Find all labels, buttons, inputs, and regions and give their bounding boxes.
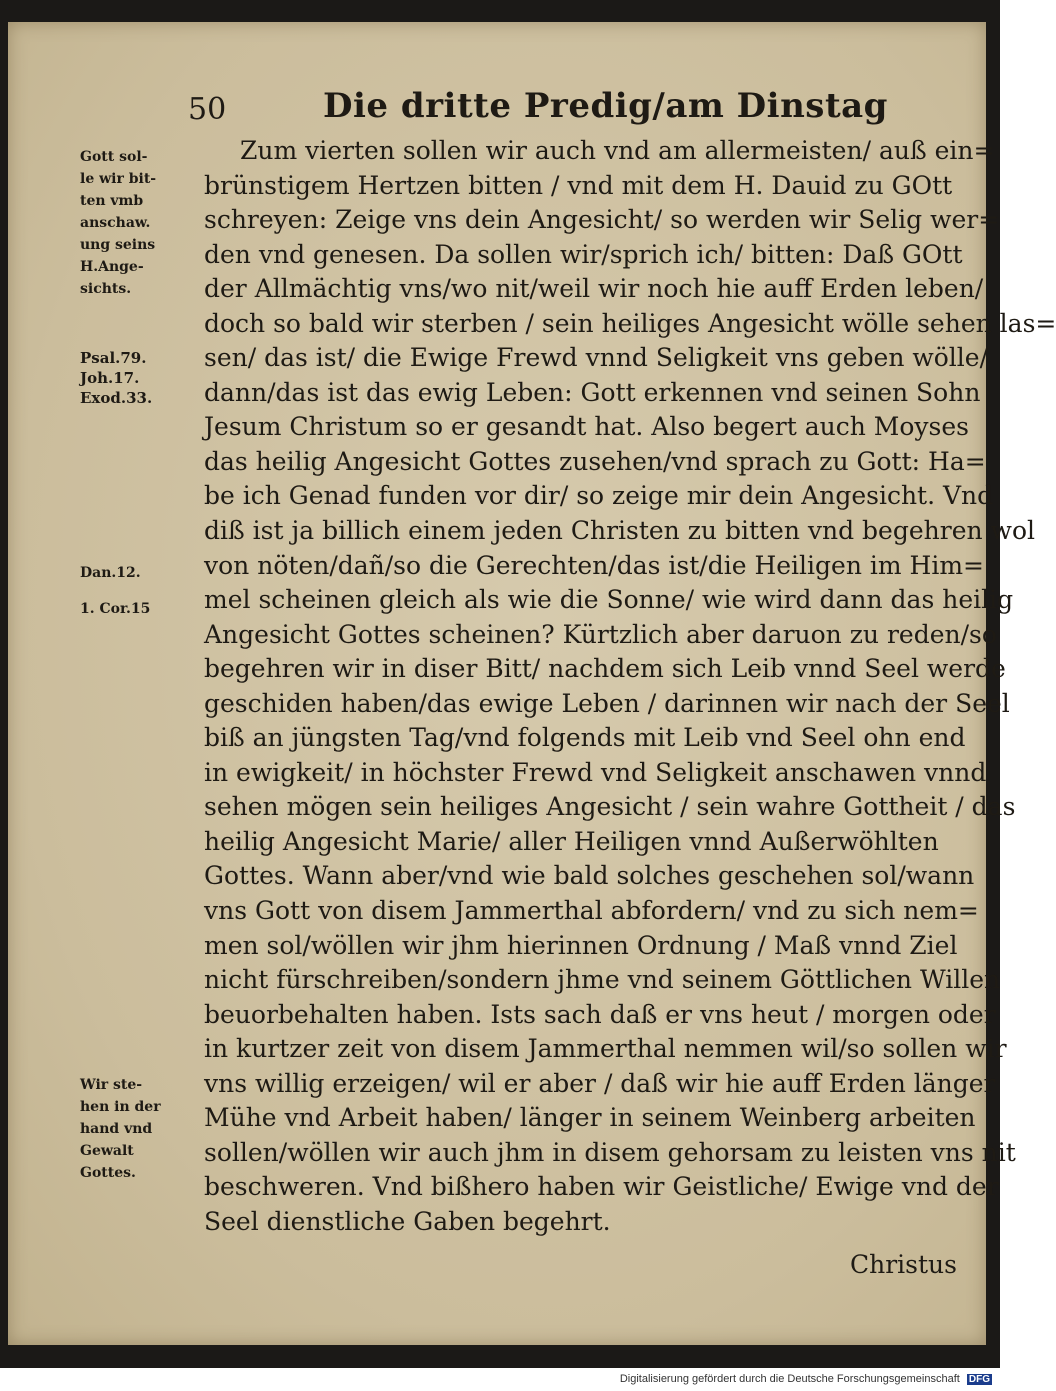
text-line: brünstigem Hertzen bitten / vnd mit dem H. Dauid zu GOtt <box>204 170 953 200</box>
margin-note-line: hen in der <box>80 1099 161 1115</box>
margin-note-daniel <box>80 562 198 584</box>
body-text <box>204 134 1056 1240</box>
text-line: beuorbehalten haben. Ists sach daß er vns heut / morgen oder <box>204 999 996 1029</box>
page-number: 50 <box>188 92 227 127</box>
text-line: in ewigkeit/ in höchster Frewd vnd Seligkeit anschawen vnnd <box>204 757 987 787</box>
text-line: mel scheinen gleich als wie die Sonne/ wie wird dann das heilig <box>204 585 1014 615</box>
margin-note-line: ung seins <box>80 237 156 253</box>
text-line: vns willig erzeigen/ wil er aber / daß wir hie auff Erden länger <box>204 1068 996 1098</box>
margin-note-line: le wir bit- <box>80 171 157 187</box>
margin-note-corinthians <box>80 598 198 620</box>
text-line: doch so bald wir sterben / sein heiliges Angesicht wölle sehen las= <box>204 308 1056 338</box>
text-line: sollen/wöllen wir auch jhm in disem gehorsam zu leisten vns nit <box>204 1137 1016 1167</box>
margin-note-wir-stehen <box>80 1074 198 1184</box>
margin-note-line: Gewalt <box>80 1143 134 1159</box>
margin-note-line: hand vnd <box>80 1121 153 1137</box>
digitization-credit <box>620 1373 992 1385</box>
running-head: Die dritte Predig/am Dinstag <box>323 86 888 126</box>
text-line: Angesicht Gottes scheinen? Kürtzlich aber daruon zu reden/so <box>204 619 997 649</box>
margin-note-line: Gott sol- <box>80 149 148 165</box>
text-line: der Allmächtig vns/wo nit/weil wir noch hie auff Erden leben/ <box>204 274 984 304</box>
text-line: sen/ das ist/ die Ewige Frewd vnnd Seligkeit vns geben wölle/ <box>204 343 989 373</box>
text-line: nicht fürschreiben/sondern jhme vnd seinem Göttlichen Willen <box>204 965 1001 995</box>
text-line: geschiden haben/das ewige Leben / darinnen wir nach der Seel <box>204 688 1010 718</box>
text-line: vns Gott von disem Jammerthal abfordern/ vnd zu sich nem= <box>204 896 979 926</box>
credit-text: Digitalisierung gefördert durch die Deutsche Forschungsgemeinschaft <box>619 1373 960 1385</box>
margin-note-line: Joh.17. <box>80 369 140 387</box>
margin-note-line: Exod.33. <box>80 389 153 407</box>
text-line: beschweren. Vnd bißhero haben wir Geistliche/ Ewige vnd der <box>204 1172 999 1202</box>
text-line: dann/das ist das ewig Leben: Gott erkennen vnd seinen Sohn <box>204 377 981 407</box>
text-line: den vnd genesen. Da sollen wir/sprich ich/ bitten: Daß GOtt <box>204 239 963 269</box>
text-line: biß an jüngsten Tag/vnd folgends mit Leib vnd Seel ohn end <box>204 723 966 753</box>
text-line: Zum vierten sollen wir auch vnd am allermeisten/ auß ein= <box>240 136 995 165</box>
text-line: begehren wir in diser Bitt/ nachdem sich Leib vnnd Seel werde <box>204 654 1006 684</box>
margin-note-line: H.Ange- <box>80 259 144 275</box>
text-line: Jesum Christum so er gesandt hat. Also begert auch Moyses <box>204 412 970 442</box>
text-line: men sol/wöllen wir jhm hierinnen Ordnung / Maß vnnd Ziel <box>204 930 958 960</box>
margin-note-line: Gottes. <box>80 1165 136 1181</box>
margin-note-gott-solle <box>80 146 198 300</box>
margin-note-line: Wir ste- <box>80 1077 143 1093</box>
text-line: Gottes. Wann aber/vnd wie bald solches geschehen sol/wann <box>204 861 975 891</box>
text-line: Seel dienstliche Gaben begehrt. <box>204 1206 611 1236</box>
text-line: diß ist ja billich einem jeden Christen zu bitten vnd begehren wol <box>204 516 1035 546</box>
text-line: be ich Genad funden vor dir/ so zeige mir dein Angesicht. Vnd <box>204 481 994 511</box>
text-line: heilig Angesicht Marie/ aller Heiligen vnnd Außerwöhlten <box>204 826 939 856</box>
text-line: von nöten/dañ/so die Gerechten/das ist/die Heiligen im Him= <box>204 550 984 580</box>
margin-note-line: Psal.79. <box>80 349 147 367</box>
margin-note-line: ten vmb <box>80 193 144 209</box>
text-line: schreyen: Zeige vns dein Angesicht/ so werden wir Selig wer= <box>204 205 1000 235</box>
margin-note-line: sichts. <box>80 281 132 297</box>
margin-note-line: Dan.12. <box>80 565 141 581</box>
dfg-logo-icon: DFG <box>968 1374 990 1385</box>
book-page <box>8 22 1056 1345</box>
margin-note-line: 1. Cor.15 <box>80 601 151 617</box>
text-line: in kurtzer zeit von disem Jammerthal nemmen wil/so sollen wir <box>204 1034 1007 1064</box>
margin-note-references <box>80 348 198 408</box>
catchword: Christus <box>850 1250 957 1279</box>
text-line: sehen mögen sein heiliges Angesicht / sein wahre Gottheit / das <box>204 792 1016 822</box>
margin-note-line: anschaw. <box>80 215 151 231</box>
text-line: Mühe vnd Arbeit haben/ länger in seinem Weinberg arbeiten <box>204 1103 976 1133</box>
text-line: das heilig Angesicht Gottes zusehen/vnd sprach zu Gott: Ha= <box>204 446 986 476</box>
